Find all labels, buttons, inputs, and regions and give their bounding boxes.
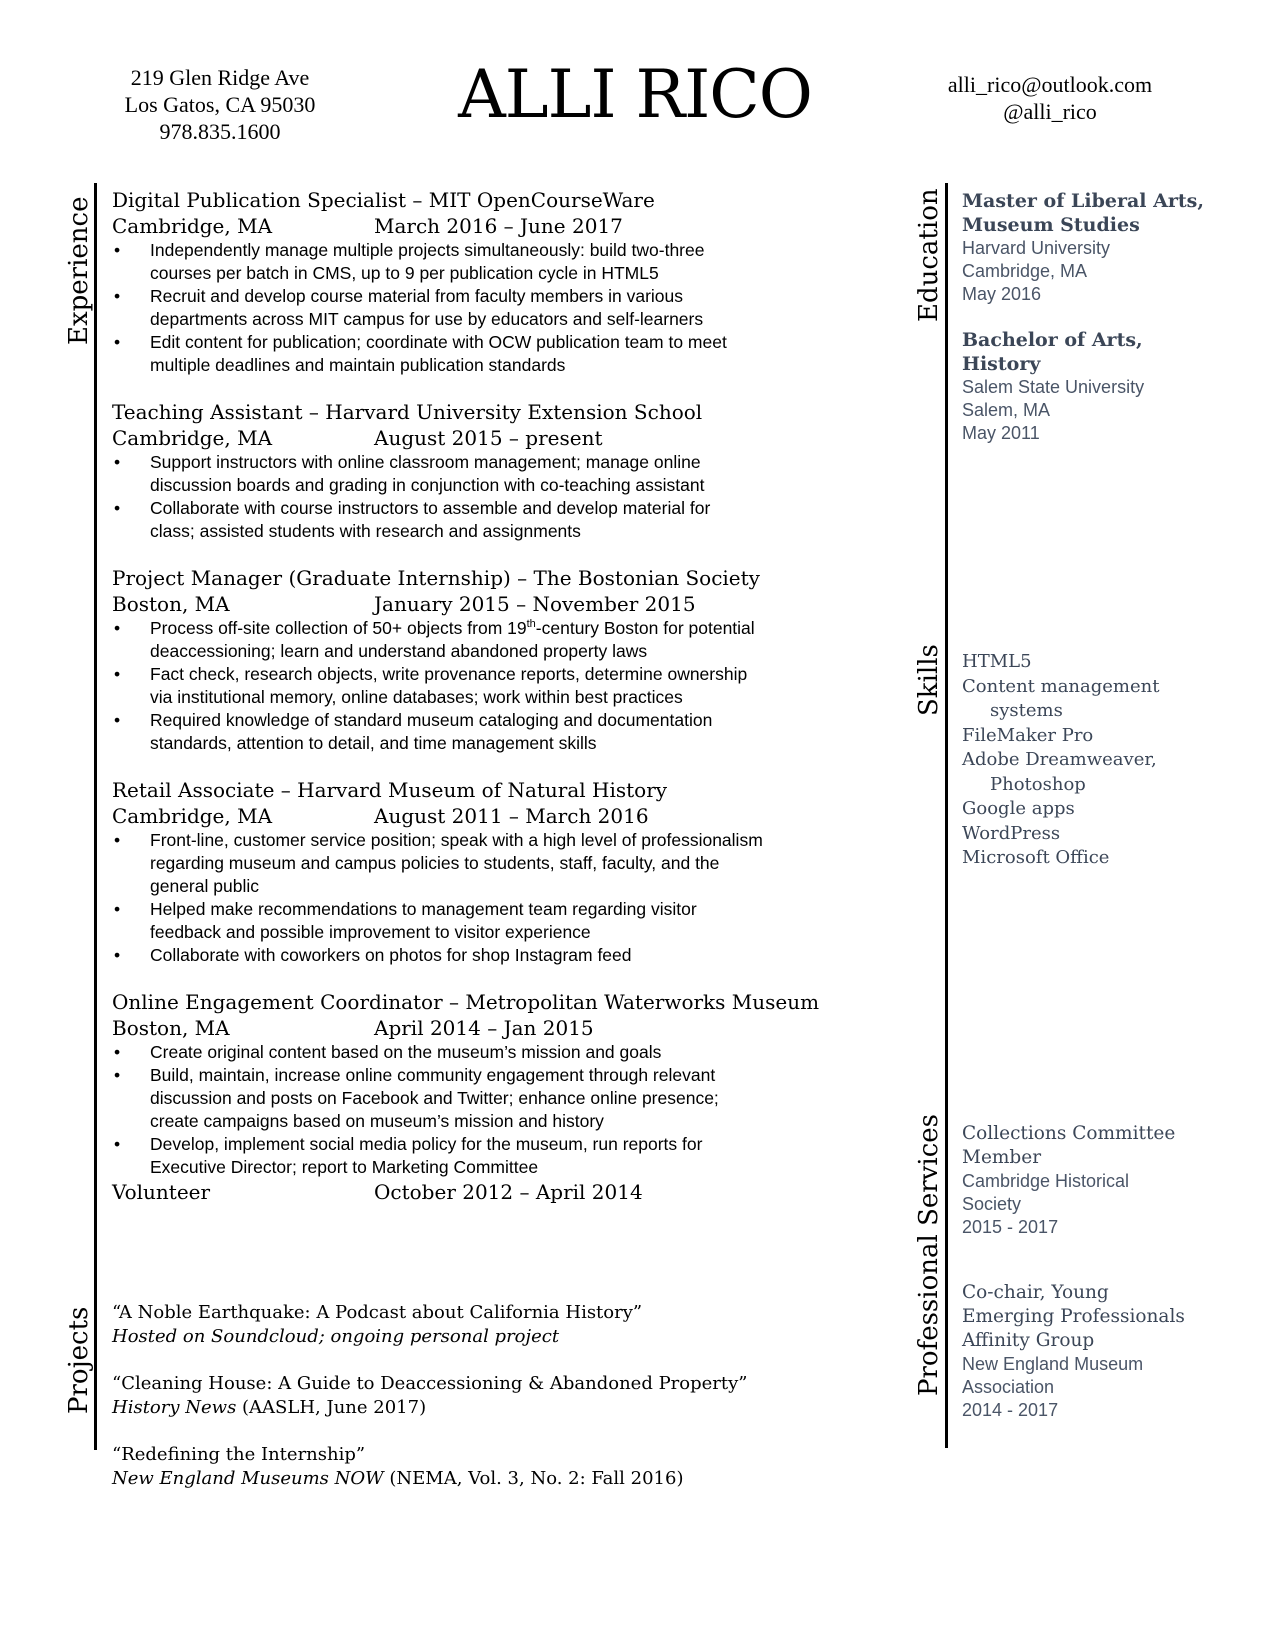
left-rule [94,183,97,1450]
address-block [80,64,360,145]
degree-title: Bachelor of Arts, History [962,329,1143,375]
project-title: “A Noble Earthquake: A Podcast about California History” [112,1302,643,1323]
job-meta [112,591,872,617]
skill-item: Microsoft Office [962,847,1110,868]
job-bullet: • Fact check, research objects, write provenance reports, determine ownership via institutional memory, online databases; work within best practices [112,663,872,709]
job-location: Volunteer [112,1180,211,1204]
job-entry [112,989,872,1205]
contact-block [900,71,1200,125]
job-location: Cambridge, MA [112,804,273,828]
job-meta-volunteer [112,1179,872,1205]
section-label-education: Education [914,188,944,322]
address-city: Los Gatos, CA 95030 [124,92,316,117]
email-address: alli_rico@outlook.com [947,72,1153,97]
job-location: Boston, MA [112,1016,230,1040]
service-entry [962,1122,1262,1239]
service-entry [962,1281,1262,1422]
project-detail: New England Museums NOW (NEMA, Vol. 3, No. 2: Fall 2016) [112,1468,684,1489]
job-title: Project Manager (Graduate Internship) – The Bostonian Society [112,566,760,590]
job-entry [112,399,872,543]
resume-name: ALLI RICO [458,56,812,133]
job-bullet: • Collaborate with course instructors to assemble and develop material for class; assisted students with research and assignments [112,497,872,543]
job-meta [112,425,872,451]
job-bullet: • Edit content for publication; coordinate with OCW publication team to meet multiple deadlines and maintain publication standards [112,331,872,377]
job-location: Cambridge, MA [112,214,273,238]
school-location: Cambridge, MA [962,261,1088,281]
service-years: 2015 - 2017 [962,1217,1059,1237]
phone-number: 978.835.1600 [159,119,281,144]
job-title: Teaching Assistant – Harvard University Extension School [112,400,703,424]
degree-title: Master of Liberal Arts, Museum Studies [962,190,1204,236]
job-title: Online Engagement Coordinator – Metropolitan Waterworks Museum [112,990,820,1014]
project-entry [112,1372,872,1420]
job-bullet: • Build, maintain, increase online community engagement through relevant discussion and posts on Facebook and Twitter; enhance online presence; create campaigns based on museum’s mission and history [112,1064,872,1133]
service-role: Collections Committee Member [962,1123,1176,1168]
job-dates: August 2011 – March 2016 [374,804,649,828]
services-list [962,1122,1262,1422]
job-title: Retail Associate – Harvard Museum of Natural History [112,778,668,802]
job-bullet: • Recruit and develop course material from faculty members in various departments across MIT campus for use by educators and self-learners [112,285,872,331]
job-dates: October 2012 – April 2014 [374,1180,643,1204]
skill-item: HTML5 [962,651,1032,672]
project-detail: Hosted on Soundcloud; ongoing personal project [112,1326,560,1347]
project-entry [112,1301,872,1349]
experience-list [112,187,872,1227]
job-dates: April 2014 – Jan 2015 [374,1016,594,1040]
projects-list [112,1301,872,1514]
job-entry [112,777,872,967]
project-title: “Cleaning House: A Guide to Deaccessioning & Abandoned Property” [112,1373,748,1394]
education-entry [962,189,1262,306]
graduation-date: May 2016 [962,284,1042,304]
graduation-date: May 2011 [962,423,1040,443]
job-bullet: • Create original content based on the museum’s mission and goals [112,1041,872,1064]
job-bullet: • Support instructors with online classroom management; manage online discussion boards and grading in conjunction with co-teaching assistant [112,451,872,497]
job-bullet: • Required knowledge of standard museum cataloging and documentation standards, attention to detail, and time management skills [112,709,872,755]
project-entry [112,1443,872,1491]
job-dates: August 2015 – present [374,426,603,450]
job-title: Digital Publication Specialist – MIT OpenCourseWare [112,188,655,212]
job-entry [112,565,872,755]
social-handle: @alli_rico [1003,99,1097,124]
skills-list [962,650,1262,871]
job-meta [112,1015,872,1041]
job-bullet: • Develop, implement social media policy for the museum, run reports for Executive Director; report to Marketing Committee [112,1133,872,1179]
education-list [962,189,1262,445]
school-name: Salem State University [962,377,1145,397]
job-dates: March 2016 – June 2017 [374,214,623,238]
job-bullet: • Process off-site collection of 50+ objects from 19th-century Boston for potential deaccessioning; learn and understand abandoned property laws [112,617,872,663]
service-org: New England Museum Association [962,1354,1144,1397]
job-bullet: • Front-line, customer service position; speak with a high level of professionalism regarding museum and campus policies to students, staff, faculty, and the general public [112,829,872,898]
job-location: Cambridge, MA [112,426,273,450]
school-name: Harvard University [962,238,1111,258]
job-location: Boston, MA [112,592,230,616]
skill-item: Content management systems [962,675,1160,721]
skill-item: Google apps [962,798,1075,819]
section-label-skills: Skills [914,644,944,716]
skill-item: FileMaker Pro [962,724,1094,746]
job-bullet: • Independently manage multiple projects simultaneously: build two-three courses per batch in CMS, up to 9 per publication cycle in HTML5 [112,239,872,285]
job-meta [112,213,872,239]
skill-item: Adobe Dreamweaver, Photoshop [962,749,1157,795]
project-title: “Redefining the Internship” [112,1444,366,1465]
job-bullet: • Helped make recommendations to management team regarding visitor feedback and possible improvement to visitor experience [112,898,872,944]
service-years: 2014 - 2017 [962,1400,1059,1420]
education-entry [962,328,1262,445]
job-dates: January 2015 – November 2015 [374,592,696,616]
job-bullet: • Collaborate with coworkers on photos for shop Instagram feed [112,944,872,967]
job-entry [112,187,872,377]
section-label-experience: Experience [64,196,94,345]
project-detail: History News (AASLH, June 2017) [112,1397,427,1418]
section-label-projects: Projects [64,1306,94,1414]
skill-item: WordPress [962,822,1061,844]
school-location: Salem, MA [962,400,1051,420]
job-meta [112,803,872,829]
address-street: 219 Glen Ridge Ave [130,65,310,90]
right-rule [945,183,948,1448]
section-label-professional-services: Professional Services [914,1114,944,1396]
service-org: Cambridge Historical Society [962,1171,1130,1214]
service-role: Co-chair, Young Emerging Professionals Affinity Group [962,1282,1185,1351]
